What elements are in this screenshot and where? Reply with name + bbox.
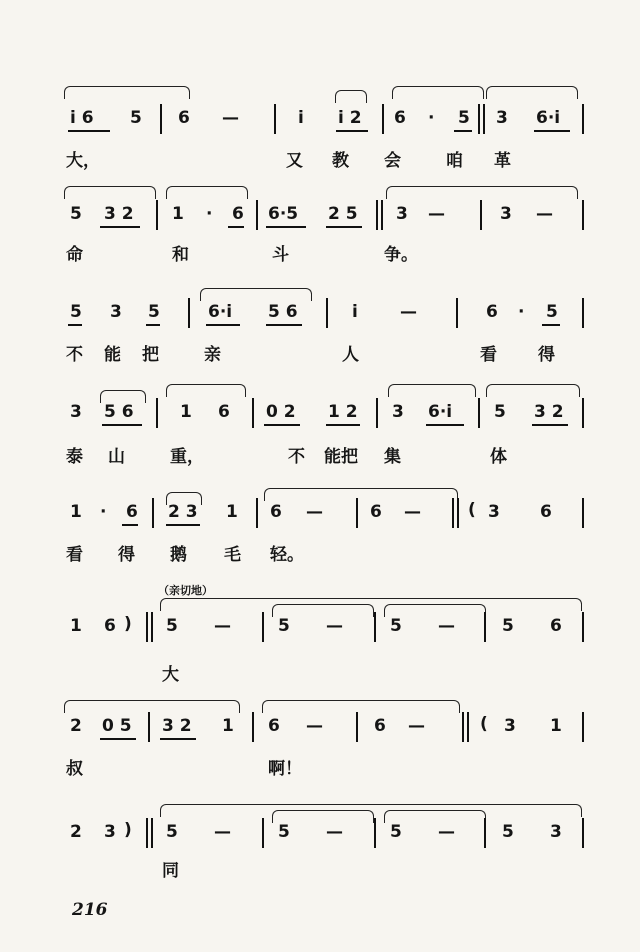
note: 6 [550, 616, 562, 636]
note: — [438, 822, 455, 842]
note: 3 2 [162, 716, 192, 736]
note: 6 [268, 716, 280, 736]
slur [64, 700, 240, 713]
bar-line [582, 398, 584, 428]
bar-line [484, 818, 486, 848]
bar-line [146, 818, 148, 848]
lyric: 大 [162, 665, 179, 685]
bar-line [382, 104, 384, 134]
note: — [326, 616, 343, 636]
note: — [536, 204, 553, 224]
note: 1 [70, 502, 82, 522]
expression-mark: （亲切地） [158, 584, 213, 597]
lyric: 同 [162, 861, 179, 881]
slur [166, 186, 248, 199]
beam-underline [102, 424, 142, 426]
beam-underline [326, 226, 362, 228]
slur [335, 90, 367, 103]
note: 5 [546, 302, 558, 322]
slur [486, 384, 580, 397]
beam-underline [68, 324, 82, 326]
note: 5 [148, 302, 160, 322]
beam-underline [326, 424, 360, 426]
lyric: 得 [538, 345, 555, 365]
bar-line [252, 712, 254, 742]
note: 6 [486, 302, 498, 322]
slur [262, 700, 460, 713]
note: 6 [104, 616, 116, 636]
note: i 6 [70, 108, 94, 128]
note: 1 [70, 616, 82, 636]
note: 5 [166, 822, 178, 842]
slur [166, 384, 246, 397]
beam-underline [146, 324, 160, 326]
note: · [206, 204, 213, 224]
note: ( [480, 714, 488, 734]
note: — [408, 716, 425, 736]
note: 3 2 [534, 402, 564, 422]
note: 0 2 [266, 402, 296, 422]
note: 1 [222, 716, 234, 736]
bar-line [456, 298, 458, 328]
lyric: 会 [384, 151, 401, 171]
bar-line [262, 612, 264, 642]
note: 5 [502, 822, 514, 842]
note: i 2 [338, 108, 362, 128]
system-8 [0, 796, 640, 916]
bar-line [484, 612, 486, 642]
note: 6·i [536, 108, 561, 128]
note: ) [124, 820, 132, 840]
note: 6 [540, 502, 552, 522]
beam-underline [542, 324, 560, 326]
beam-underline [206, 324, 240, 326]
note: 2 [70, 822, 82, 842]
lyric: 叔 [66, 759, 83, 779]
note: 6·5 [268, 204, 299, 224]
note: 6·i [208, 302, 233, 322]
slur [388, 384, 476, 397]
bar-line [356, 498, 358, 528]
lyric: 斗 [272, 245, 289, 265]
note: 5 [390, 822, 402, 842]
note: 3 [70, 402, 82, 422]
lyric: 体 [490, 447, 507, 467]
slur [386, 186, 578, 199]
bar-line [582, 498, 584, 528]
lyric: 泰 [66, 447, 83, 467]
note: 6 [374, 716, 386, 736]
bar-line [262, 818, 264, 848]
note: 6 [270, 502, 282, 522]
note: 6 [178, 108, 190, 128]
lyric: 能 [104, 345, 121, 365]
note: 3 [500, 204, 512, 224]
note: 5 [278, 616, 290, 636]
note: 5 [166, 616, 178, 636]
beam-underline [122, 524, 138, 526]
bar-line [376, 398, 378, 428]
bar-line [376, 200, 378, 230]
note: 5 [70, 302, 82, 322]
lyric: 把 [142, 345, 159, 365]
note: 5 [494, 402, 506, 422]
beam-underline [532, 424, 568, 426]
beam-underline [100, 738, 136, 740]
note: i [352, 302, 358, 322]
note: 2 5 [328, 204, 358, 224]
bar-line [480, 200, 482, 230]
system-6 [0, 580, 640, 700]
bar-line [478, 398, 480, 428]
lyric: 重， [170, 447, 204, 467]
beam-underline [160, 738, 196, 740]
note: 6·i [428, 402, 453, 422]
note: — [214, 822, 231, 842]
bar-line [374, 612, 376, 642]
lyric: 不 [66, 345, 83, 365]
bar-line [256, 498, 258, 528]
note: — [326, 822, 343, 842]
note: 3 [396, 204, 408, 224]
beam-underline [228, 226, 244, 228]
note: 5 [70, 204, 82, 224]
note: — [404, 502, 421, 522]
note: 2 [70, 716, 82, 736]
bar-line [148, 712, 150, 742]
note: 3 [550, 822, 562, 842]
beam-underline [264, 424, 300, 426]
note: 5 [390, 616, 402, 636]
lyric: 教 [332, 151, 349, 171]
lyric: 亲 [204, 345, 221, 365]
note: — [306, 502, 323, 522]
lyric: 看 [480, 345, 497, 365]
beam-underline [426, 424, 464, 426]
note: 5 6 [268, 302, 298, 322]
lyric: 看 [66, 545, 83, 565]
note: 1 [180, 402, 192, 422]
lyric: 能把 [324, 447, 358, 467]
bar-line [160, 104, 162, 134]
bar-line [582, 818, 584, 848]
note: — [400, 302, 417, 322]
bar-line [374, 818, 376, 848]
note: 5 6 [104, 402, 134, 422]
note: 5 [130, 108, 142, 128]
note: ) [124, 614, 132, 634]
note: 5 [278, 822, 290, 842]
beam-underline [534, 130, 570, 132]
lyric: 咱 [446, 151, 463, 171]
note: · [100, 502, 107, 522]
bar-line [252, 398, 254, 428]
lyric: 啊！ [268, 759, 302, 779]
lyric: 鹅 [170, 545, 187, 565]
lyric: 大， [66, 151, 100, 171]
bar-line [582, 612, 584, 642]
bar-line [152, 498, 154, 528]
bar-line [582, 200, 584, 230]
note: · [428, 108, 435, 128]
slur [392, 86, 484, 99]
lyric: 轻。 [270, 545, 304, 565]
note: 1 [172, 204, 184, 224]
bar-line [274, 104, 276, 134]
note: — [428, 204, 445, 224]
note: 3 [504, 716, 516, 736]
beam-underline [166, 524, 200, 526]
lyric: 人 [342, 345, 359, 365]
lyric: 不 [288, 447, 305, 467]
note: 3 [496, 108, 508, 128]
slur [200, 288, 312, 301]
lyric: 命 [66, 245, 83, 265]
beam-underline [336, 130, 368, 132]
note: 1 2 [328, 402, 358, 422]
beam-underline [454, 130, 472, 132]
slur [64, 186, 156, 199]
beam-underline [266, 226, 306, 228]
bar-line [582, 104, 584, 134]
lyric: 山 [108, 447, 125, 467]
note: 6 [126, 502, 138, 522]
note: 3 [104, 822, 116, 842]
note: — [222, 108, 239, 128]
bar-line [188, 298, 190, 328]
bar-line [582, 712, 584, 742]
bar-line [156, 200, 158, 230]
note: 2 3 [168, 502, 198, 522]
note: 1 [226, 502, 238, 522]
note: 3 2 [104, 204, 134, 224]
note: 3 [488, 502, 500, 522]
bar-line [452, 498, 454, 528]
lyric: 争。 [384, 245, 418, 265]
note: 6 [394, 108, 406, 128]
note: 5 [502, 616, 514, 636]
bar-line [478, 104, 480, 134]
bar-line [156, 398, 158, 428]
lyric: 集 [384, 447, 401, 467]
bar-line [146, 612, 148, 642]
bar-line [356, 712, 358, 742]
note: ( [468, 500, 476, 520]
note: 6 [232, 204, 244, 224]
page-number: 216 [72, 900, 108, 920]
lyric: 得 [118, 545, 135, 565]
beam-underline [266, 324, 302, 326]
note: i [298, 108, 304, 128]
note: 3 [392, 402, 404, 422]
note: 0 5 [102, 716, 132, 736]
note: 3 [110, 302, 122, 322]
note: 1 [550, 716, 562, 736]
note: 6 [218, 402, 230, 422]
lyric: 和 [172, 245, 189, 265]
lyric: 毛 [224, 545, 241, 565]
slur [64, 86, 190, 99]
lyric: 革 [494, 151, 511, 171]
note: — [214, 616, 231, 636]
slur [486, 86, 578, 99]
bar-line [326, 298, 328, 328]
note: — [438, 616, 455, 636]
bar-line [462, 712, 464, 742]
note: 6 [370, 502, 382, 522]
note: — [306, 716, 323, 736]
lyric: 又 [286, 151, 303, 171]
note: 5 [458, 108, 470, 128]
bar-line [582, 298, 584, 328]
slur [264, 488, 458, 501]
beam-underline [68, 130, 110, 132]
bar-line [256, 200, 258, 230]
beam-underline [100, 226, 140, 228]
note: · [518, 302, 525, 322]
